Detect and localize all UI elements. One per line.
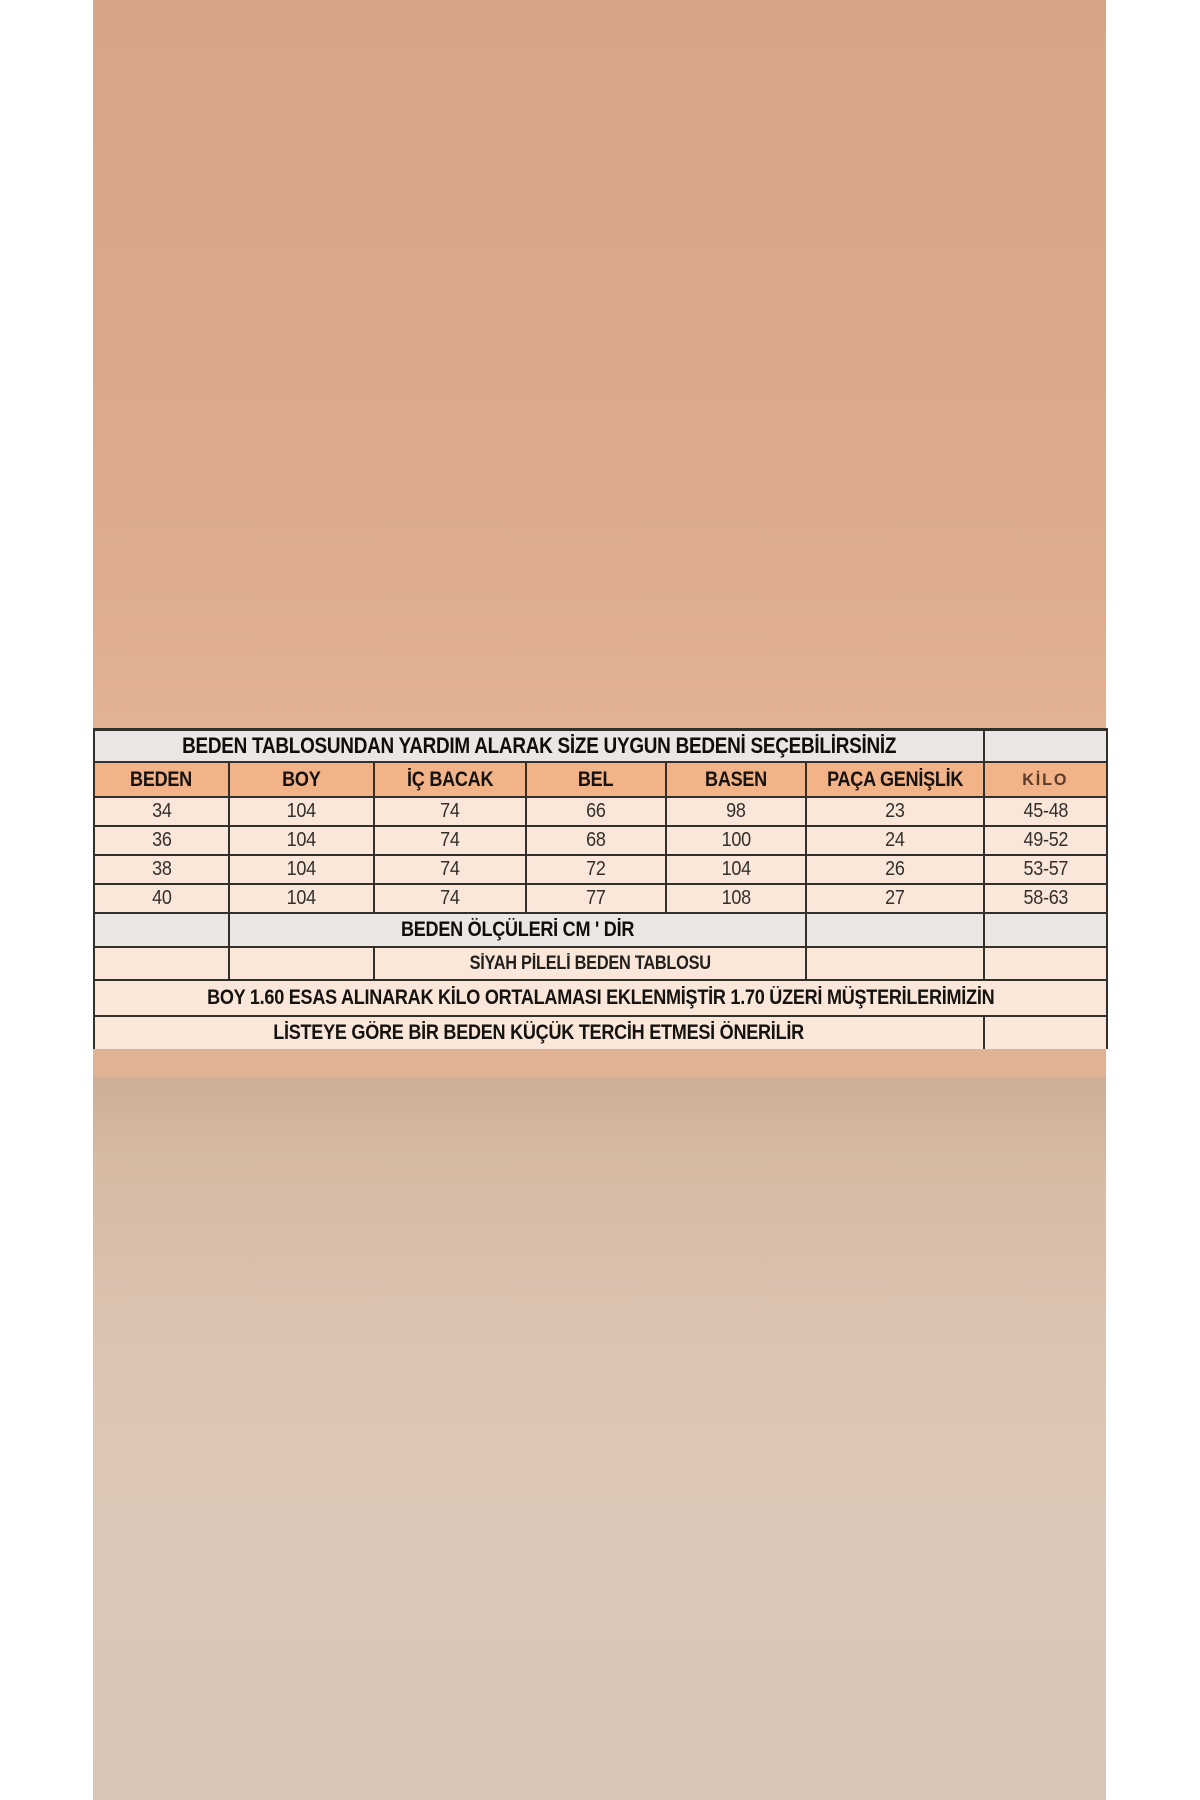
value-ic-bacak: 74: [440, 829, 460, 851]
size-cell: [806, 884, 984, 913]
value-bel: 77: [586, 887, 606, 909]
size-cell: [374, 826, 526, 855]
size-cell: [94, 826, 229, 855]
table-title-cell: [94, 730, 984, 763]
value-ic-bacak: 74: [440, 858, 460, 880]
value-bel: 72: [586, 858, 606, 880]
size-row-40: [94, 884, 1107, 913]
value-paca: 26: [885, 858, 905, 880]
value-basen: 98: [726, 800, 746, 822]
column-header-kilo: [984, 762, 1107, 797]
column-header-boy: [229, 762, 374, 797]
column-header-beden-label: BEDEN: [130, 767, 193, 791]
size-advice-row: [94, 1016, 1107, 1049]
header-row: [94, 762, 1107, 797]
title-row: [94, 730, 1107, 763]
height-note-row: [94, 980, 1107, 1016]
value-bel: 68: [586, 829, 606, 851]
value-boy: 104: [286, 858, 317, 880]
size-cell: [984, 855, 1107, 884]
size-cell: [666, 855, 806, 884]
size-row-36: [94, 826, 1107, 855]
size-row-38: [94, 855, 1107, 884]
column-header-bel: [526, 762, 666, 797]
subtitle-spacer: [229, 947, 374, 980]
column-header-bel-label: BEL: [578, 767, 614, 791]
height-note-cell: [94, 980, 1107, 1016]
size-cell: [984, 884, 1107, 913]
size-chart-table: [93, 728, 1108, 1049]
subtitle-spacer: [94, 947, 229, 980]
value-kilo: 45-48: [1023, 800, 1068, 822]
column-header-paca-genislik: [806, 762, 984, 797]
value-paca: 23: [885, 800, 905, 822]
value-basen: 104: [721, 858, 751, 880]
size-cell: [984, 797, 1107, 826]
size-cell: [229, 797, 374, 826]
unit-note-spacer: [806, 913, 984, 947]
size-cell: [806, 855, 984, 884]
table-subtitle: SİYAH PİLELİ BEDEN TABLOSU: [469, 952, 711, 974]
size-cell: [526, 855, 666, 884]
note-height: BOY 1.60 ESAS ALINARAK KİLO ORTALAMASI EKLENMİŞTİR 1.70 ÜZERİ MÜŞTERİLERİMİZİN: [206, 986, 995, 1009]
size-cell: [229, 826, 374, 855]
column-header-boy-label: BOY: [282, 767, 321, 791]
unit-note: BEDEN ÖLÇÜLERİ CM ' DİR: [400, 918, 635, 941]
value-beden: 40: [151, 887, 172, 909]
value-beden: 34: [151, 800, 172, 822]
column-header-paca-genislik-label: PAÇA GENİŞLİK: [826, 767, 964, 791]
value-paca: 24: [885, 829, 905, 851]
size-cell: [526, 826, 666, 855]
value-boy: 104: [286, 800, 317, 822]
value-kilo: 49-52: [1023, 829, 1068, 851]
column-header-beden: [94, 762, 229, 797]
size-advice-cell: [94, 1016, 984, 1049]
size-cell: [526, 797, 666, 826]
value-basen: 100: [721, 829, 751, 851]
column-header-ic-bacak: [374, 762, 526, 797]
subtitle-spacer: [984, 947, 1107, 980]
value-ic-bacak: 74: [440, 887, 460, 909]
size-cell: [374, 797, 526, 826]
title-spacer-cell: [984, 730, 1107, 763]
size-cell: [666, 884, 806, 913]
subtitle-spacer: [806, 947, 984, 980]
size-cell: [806, 826, 984, 855]
value-kilo: 53-57: [1023, 858, 1068, 880]
table-title: BEDEN TABLOSUNDAN YARDIM ALARAK SİZE UYGUN BEDENİ SEÇEBİLİRSİNİZ: [181, 733, 897, 758]
value-kilo: 58-63: [1023, 887, 1068, 909]
size-cell: [666, 797, 806, 826]
value-boy: 104: [286, 887, 317, 909]
column-header-basen: [666, 762, 806, 797]
size-cell: [94, 797, 229, 826]
column-header-basen-label: BASEN: [705, 767, 767, 791]
size-row-34: [94, 797, 1107, 826]
note-size-advice: LİSTEYE GÖRE BİR BEDEN KÜÇÜK TERCİH ETMESİ ÖNERİLİR: [273, 1021, 805, 1044]
size-cell: [374, 884, 526, 913]
unit-note-row: [94, 913, 1107, 947]
unit-note-spacer: [984, 913, 1107, 947]
subtitle-row: [94, 947, 1107, 980]
size-cell: [984, 826, 1107, 855]
subtitle-cell: [374, 947, 806, 980]
size-cell: [229, 884, 374, 913]
value-ic-bacak: 74: [440, 800, 460, 822]
column-header-ic-bacak-label: İÇ BACAK: [406, 767, 494, 791]
value-beden: 38: [151, 858, 172, 880]
size-advice-spacer: [984, 1016, 1107, 1049]
unit-note-cell: [229, 913, 806, 947]
size-cell: [374, 855, 526, 884]
size-cell: [666, 826, 806, 855]
value-basen: 108: [721, 887, 751, 909]
unit-note-spacer: [94, 913, 229, 947]
value-bel: 66: [586, 800, 606, 822]
value-boy: 104: [286, 829, 317, 851]
column-header-kilo-label: KİLO: [1022, 769, 1069, 789]
value-beden: 36: [151, 829, 172, 851]
size-cell: [806, 797, 984, 826]
size-cell: [229, 855, 374, 884]
size-cell: [94, 855, 229, 884]
size-cell: [526, 884, 666, 913]
size-cell: [94, 884, 229, 913]
value-paca: 27: [885, 887, 905, 909]
